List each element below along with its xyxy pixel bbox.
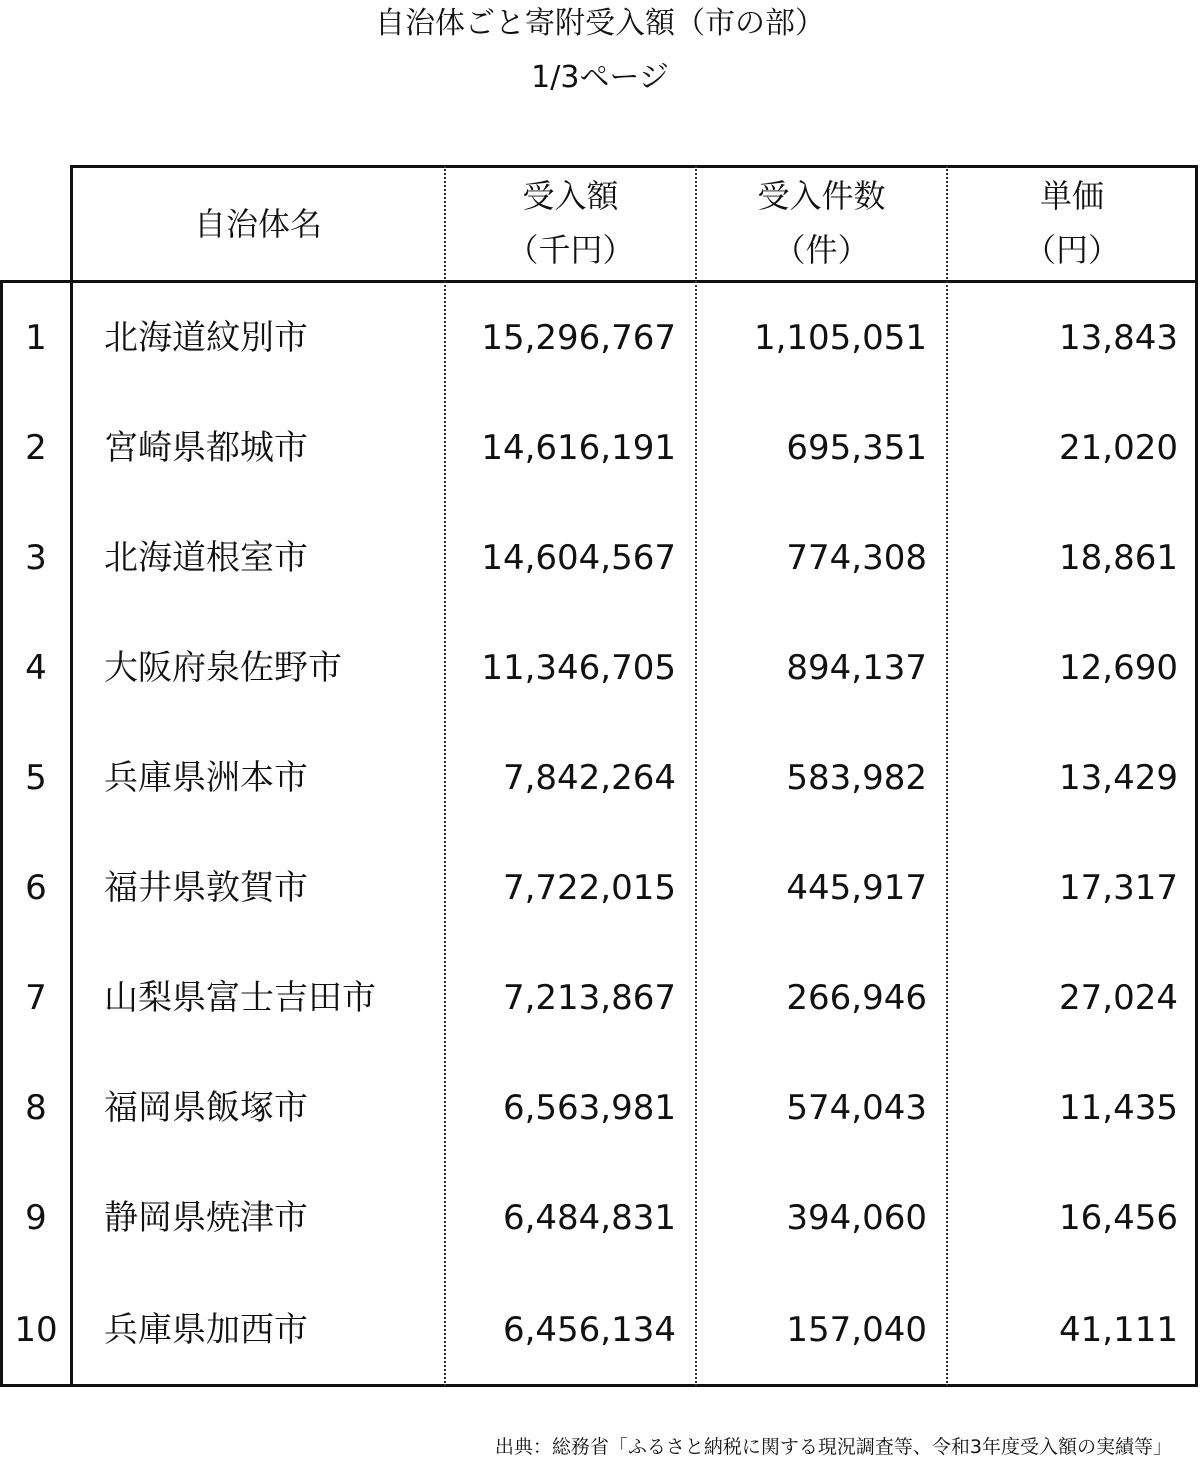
amount-cell: 14,604,567 <box>481 538 676 578</box>
header-unit-price: 単価 <box>1039 177 1104 215</box>
unit-price-cell: 12,690 <box>1059 648 1178 688</box>
amount-cell: 14,616,191 <box>481 428 676 468</box>
municipality-cell: 大阪府泉佐野市 <box>104 648 342 688</box>
header-bottom-border <box>0 280 1198 283</box>
amount-cell: 7,842,264 <box>502 758 676 798</box>
table-row <box>0 1310 1200 1350</box>
amount-cell: 7,213,867 <box>502 978 676 1018</box>
count-cell: 774,308 <box>786 538 927 578</box>
source-note: 出典：総務省「ふるさと納税に関する現況調査等、令和3年度受入額の実績等」 <box>494 1436 1172 1458</box>
rank-cell: 7 <box>25 978 47 1018</box>
page-title: 自治体ごと寄附受入額（市の部） <box>375 6 825 41</box>
count-cell: 574,043 <box>786 1088 927 1128</box>
rank-cell: 8 <box>25 1088 47 1128</box>
count-cell: 445,917 <box>786 868 927 908</box>
municipality-cell: 福井県敦賀市 <box>104 868 308 908</box>
rank-cell: 10 <box>14 1310 58 1350</box>
unit-price-cell: 18,861 <box>1059 538 1178 578</box>
count-cell: 894,137 <box>786 648 927 688</box>
unit-price-cell: 13,843 <box>1059 318 1178 358</box>
unit-price-cell: 41,111 <box>1059 1310 1178 1350</box>
amount-cell: 6,563,981 <box>502 1088 676 1128</box>
table-row <box>0 1088 1200 1128</box>
municipality-cell: 兵庫県加西市 <box>104 1310 308 1350</box>
header-count: 受入件数 <box>757 177 886 215</box>
count-cell: 394,060 <box>786 1198 927 1238</box>
amount-cell: 11,346,705 <box>481 648 676 688</box>
table-row <box>0 318 1200 358</box>
municipality-cell: 北海道根室市 <box>104 538 308 578</box>
rank-cell: 1 <box>25 318 47 358</box>
rank-cell: 2 <box>25 428 47 468</box>
municipality-cell: 北海道紋別市 <box>104 318 308 358</box>
header-amount-unit: （千円） <box>506 231 635 269</box>
unit-price-cell: 13,429 <box>1059 758 1178 798</box>
unit-price-cell: 21,020 <box>1059 428 1178 468</box>
table-row <box>0 868 1200 908</box>
table-row <box>0 538 1200 578</box>
count-cell: 695,351 <box>786 428 927 468</box>
table-row <box>0 1198 1200 1238</box>
table-bottom-border <box>0 1384 1198 1387</box>
rank-cell: 9 <box>25 1198 47 1238</box>
rank-cell: 3 <box>25 538 47 578</box>
amount-cell: 7,722,015 <box>502 868 676 908</box>
table-top-border <box>72 165 1198 168</box>
table-row <box>0 758 1200 798</box>
municipality-cell: 福岡県飯塚市 <box>104 1088 308 1128</box>
amount-cell: 6,484,831 <box>502 1198 676 1238</box>
count-cell: 1,105,051 <box>753 318 927 358</box>
header-count-unit: （件） <box>773 231 870 269</box>
table-row <box>0 978 1200 1018</box>
unit-price-cell: 11,435 <box>1059 1088 1178 1128</box>
header-amount: 受入額 <box>522 177 619 215</box>
page-indicator: 1/3ページ <box>531 60 669 95</box>
municipality-cell: 兵庫県洲本市 <box>104 758 308 798</box>
table-row <box>0 428 1200 468</box>
count-cell: 583,982 <box>786 758 927 798</box>
count-cell: 266,946 <box>786 978 927 1018</box>
municipality-cell: 山梨県富士吉田市 <box>104 978 376 1018</box>
amount-cell: 15,296,767 <box>481 318 676 358</box>
unit-price-cell: 16,456 <box>1059 1198 1178 1238</box>
municipality-cell: 宮崎県都城市 <box>104 428 308 468</box>
count-cell: 157,040 <box>786 1310 927 1350</box>
municipality-cell: 静岡県焼津市 <box>104 1198 308 1238</box>
rank-cell: 6 <box>25 868 47 908</box>
rank-cell: 5 <box>25 758 47 798</box>
table-row <box>0 648 1200 688</box>
header-unit-price-unit: （円） <box>1023 231 1120 269</box>
rank-cell: 4 <box>25 648 47 688</box>
amount-cell: 6,456,134 <box>502 1310 676 1350</box>
unit-price-cell: 17,317 <box>1059 868 1178 908</box>
unit-price-cell: 27,024 <box>1059 978 1178 1018</box>
header-name: 自治体名 <box>193 205 322 243</box>
